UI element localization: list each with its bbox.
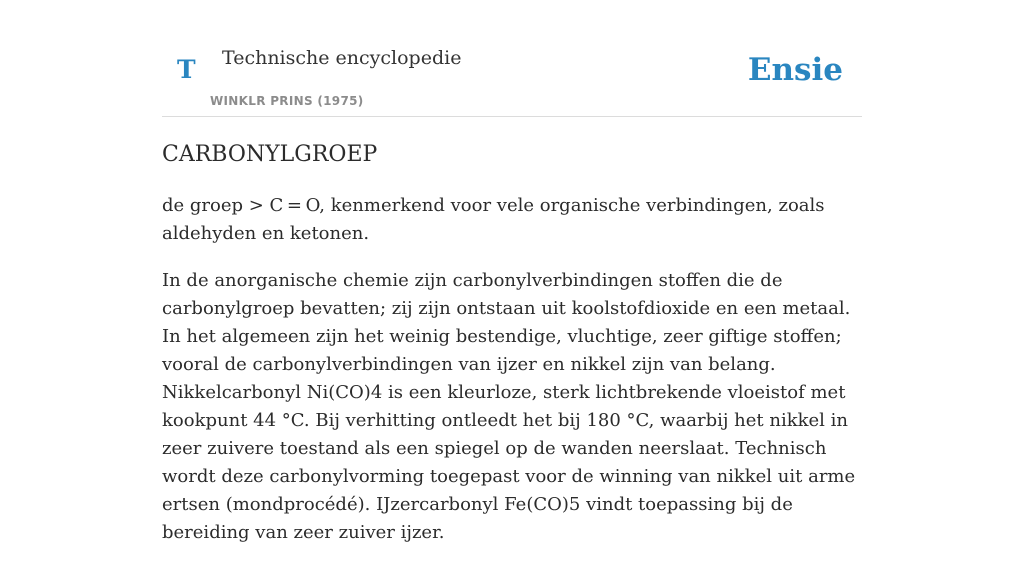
page-header <box>162 0 862 117</box>
article-title: CARBONYLGROEP <box>162 142 378 167</box>
source-label: WINKLR PRINS (1975) <box>210 94 364 108</box>
article-body <box>162 192 867 566</box>
article-paragraph: In de anorganische chemie zijn carbonylverbindingen stoffen die de carbonylgroep bevatten; zij zijn ontstaan uit koolstofdioxide en een metaal. In het algemeen zijn het weinig bestendige, vluchtige, zeer giftige stoffen; vooral de carbonylverbindingen van ijzer en nikkel zijn van belang. Nikkelcarbonyl Ni(CO)4 is een kleurloze, sterk lichtbrekende vloeistof met kookpunt 44 °C. Bij verhitting ontleedt het bij 180 °C, waarbij het nikkel in zeer zuivere toestand als een spiegel op de wanden neerslaat. Technisch wordt deze carbonylvorming toegepast voor de winning van nikkel uit arme ertsen (mondprocédé). IJzercarbonyl Fe(CO)5 vindt toepassing bij de bereiding van zeer zuiver ijzer. <box>162 270 856 543</box>
article-paragraph: de groep > C = O, kenmerkend voor vele organische verbindingen, zoals aldehyden en ketonen. <box>162 195 825 244</box>
encyclopedia-title[interactable]: Technische encyclopedie <box>222 47 462 69</box>
brand-logo[interactable]: Ensie <box>747 52 843 88</box>
encyclopedia-logo[interactable]: T <box>177 55 196 84</box>
